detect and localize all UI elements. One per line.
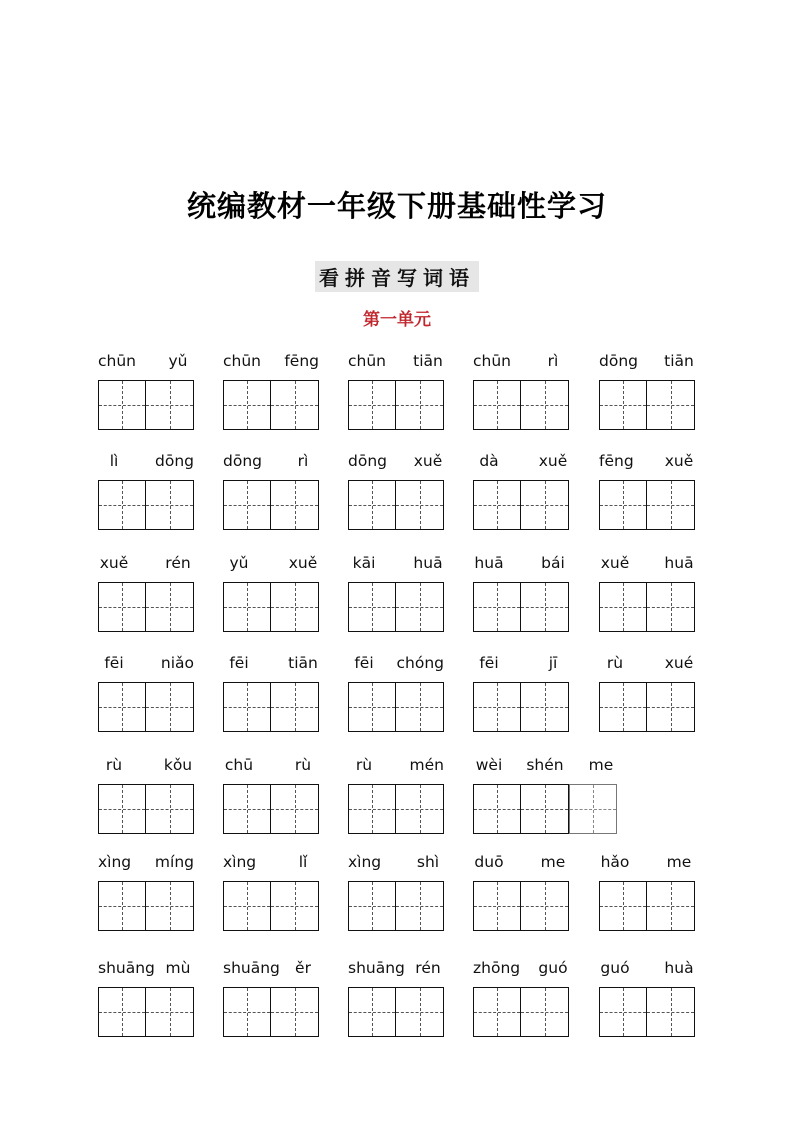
pinyin-syllable: tiān xyxy=(664,352,694,370)
pinyin-syllable: yǔ xyxy=(229,554,249,572)
box-horizontal-guide xyxy=(396,505,443,506)
box-horizontal-guide xyxy=(600,505,646,506)
writing-boxes xyxy=(348,480,444,530)
pinyin-syllable: hǎo xyxy=(600,853,630,871)
writing-boxes xyxy=(473,987,569,1037)
writing-box[interactable] xyxy=(98,380,146,430)
pinyin-syllable: fēi xyxy=(104,654,124,672)
pinyin-syllable: rù xyxy=(355,756,373,774)
writing-boxes xyxy=(223,784,319,834)
box-horizontal-guide xyxy=(600,707,646,708)
pinyin-syllable: xuě xyxy=(413,452,443,470)
writing-box[interactable] xyxy=(348,682,396,732)
box-horizontal-guide xyxy=(224,405,270,406)
box-horizontal-guide xyxy=(647,707,694,708)
pinyin-syllable: dōng xyxy=(155,452,194,470)
writing-boxes xyxy=(223,682,319,732)
pinyin-syllable: huā xyxy=(664,554,694,572)
writing-box[interactable] xyxy=(396,582,444,632)
writing-box[interactable] xyxy=(521,380,569,430)
box-horizontal-guide xyxy=(224,505,270,506)
writing-box[interactable] xyxy=(521,582,569,632)
pinyin-syllable: zhōng xyxy=(473,959,521,977)
writing-boxes xyxy=(348,784,444,834)
pinyin-syllable: duō xyxy=(474,853,504,871)
pinyin-syllable: shén xyxy=(526,756,564,774)
writing-boxes xyxy=(98,582,194,632)
pinyin-syllable: xìng xyxy=(348,853,382,871)
pinyin-syllable: dà xyxy=(479,452,499,470)
pinyin-syllable: chóng xyxy=(396,654,444,672)
pinyin-syllable: xuě xyxy=(664,452,694,470)
writing-boxes xyxy=(599,881,695,931)
pinyin-syllable: shì xyxy=(416,853,440,871)
box-horizontal-guide xyxy=(396,707,443,708)
box-horizontal-guide xyxy=(146,1012,193,1013)
writing-box[interactable] xyxy=(396,682,444,732)
pinyin-syllable: xuě xyxy=(288,554,318,572)
writing-box[interactable] xyxy=(98,784,146,834)
writing-box[interactable] xyxy=(223,380,271,430)
writing-boxes xyxy=(98,682,194,732)
pinyin-syllable: shuāng xyxy=(348,959,405,977)
pinyin-syllable: rén xyxy=(165,554,191,572)
box-horizontal-guide xyxy=(224,607,270,608)
writing-box[interactable] xyxy=(521,480,569,530)
pinyin-syllable: guó xyxy=(538,959,568,977)
box-horizontal-guide xyxy=(271,1012,318,1013)
pinyin-syllable: huà xyxy=(664,959,694,977)
box-horizontal-guide xyxy=(474,906,520,907)
box-horizontal-guide xyxy=(474,505,520,506)
writing-box[interactable] xyxy=(223,480,271,530)
writing-box[interactable] xyxy=(223,682,271,732)
writing-boxes xyxy=(223,881,319,931)
pinyin-syllable: xuě xyxy=(538,452,568,470)
pinyin-syllable: tiān xyxy=(413,352,443,370)
pinyin-syllable: bái xyxy=(541,554,565,572)
writing-box[interactable] xyxy=(348,582,396,632)
writing-boxes xyxy=(98,987,194,1037)
writing-box[interactable] xyxy=(146,987,194,1037)
writing-boxes xyxy=(223,582,319,632)
box-horizontal-guide xyxy=(647,405,694,406)
writing-box[interactable] xyxy=(348,380,396,430)
writing-box[interactable] xyxy=(98,480,146,530)
writing-box[interactable] xyxy=(348,987,396,1037)
box-horizontal-guide xyxy=(521,505,568,506)
pinyin-syllable: xuě xyxy=(99,554,129,572)
pinyin-syllable: lǐ xyxy=(298,853,308,871)
writing-box[interactable] xyxy=(473,480,521,530)
box-horizontal-guide xyxy=(521,906,568,907)
writing-boxes xyxy=(348,987,444,1037)
pinyin-syllable: me xyxy=(540,853,566,871)
writing-box[interactable] xyxy=(599,582,647,632)
writing-boxes xyxy=(473,881,569,931)
box-horizontal-guide xyxy=(474,405,520,406)
writing-boxes xyxy=(348,881,444,931)
writing-box[interactable] xyxy=(521,784,569,834)
pinyin-syllable: míng xyxy=(154,853,194,871)
box-horizontal-guide xyxy=(600,906,646,907)
pinyin-syllable: xìng xyxy=(223,853,257,871)
writing-box[interactable] xyxy=(146,380,194,430)
box-horizontal-guide xyxy=(224,1012,270,1013)
writing-box[interactable] xyxy=(647,682,695,732)
writing-boxes xyxy=(473,784,617,834)
unit-heading: 第一单元 xyxy=(363,310,431,330)
writing-box[interactable] xyxy=(647,987,695,1037)
box-horizontal-guide xyxy=(99,906,145,907)
pinyin-syllable: mù xyxy=(165,959,191,977)
box-horizontal-guide xyxy=(146,607,193,608)
writing-box[interactable] xyxy=(599,682,647,732)
writing-box[interactable] xyxy=(473,582,521,632)
box-horizontal-guide xyxy=(349,1012,395,1013)
pinyin-syllable: chūn xyxy=(98,352,136,370)
pinyin-syllable: chūn xyxy=(473,352,511,370)
writing-box[interactable] xyxy=(599,987,647,1037)
writing-box[interactable] xyxy=(348,784,396,834)
writing-boxes xyxy=(98,480,194,530)
writing-box[interactable] xyxy=(271,987,319,1037)
box-horizontal-guide xyxy=(271,707,318,708)
pinyin-syllable: rù xyxy=(105,756,123,774)
writing-boxes xyxy=(599,582,695,632)
pinyin-syllable: xìng xyxy=(98,853,132,871)
writing-box[interactable] xyxy=(98,987,146,1037)
writing-boxes xyxy=(473,480,569,530)
box-horizontal-guide xyxy=(224,707,270,708)
writing-box[interactable] xyxy=(223,987,271,1037)
box-horizontal-guide xyxy=(396,607,443,608)
writing-box[interactable] xyxy=(521,987,569,1037)
writing-boxes xyxy=(348,682,444,732)
pinyin-syllable: jī xyxy=(548,654,558,672)
writing-box[interactable] xyxy=(271,380,319,430)
writing-boxes xyxy=(223,380,319,430)
writing-boxes xyxy=(473,582,569,632)
box-horizontal-guide xyxy=(349,707,395,708)
pinyin-syllable: dōng xyxy=(599,352,638,370)
box-horizontal-guide xyxy=(647,1012,694,1013)
box-horizontal-guide xyxy=(271,906,318,907)
writing-box[interactable] xyxy=(98,582,146,632)
section-subtitle: 看拼音写词语 xyxy=(315,261,479,292)
writing-boxes xyxy=(348,380,444,430)
pinyin-syllable: fēi xyxy=(479,654,499,672)
pinyin-syllable: ěr xyxy=(295,959,311,977)
writing-box[interactable] xyxy=(396,380,444,430)
box-horizontal-guide xyxy=(349,607,395,608)
pinyin-syllable: tiān xyxy=(288,654,318,672)
box-horizontal-guide xyxy=(521,1012,568,1013)
box-horizontal-guide xyxy=(474,809,520,810)
writing-box[interactable] xyxy=(271,582,319,632)
writing-box[interactable] xyxy=(98,682,146,732)
box-horizontal-guide xyxy=(271,809,318,810)
writing-boxes xyxy=(98,380,194,430)
box-horizontal-guide xyxy=(99,809,145,810)
writing-box[interactable] xyxy=(647,582,695,632)
writing-box[interactable] xyxy=(146,480,194,530)
pinyin-syllable: dōng xyxy=(348,452,387,470)
pinyin-syllable: fēi xyxy=(354,654,374,672)
writing-box[interactable] xyxy=(647,881,695,931)
writing-box[interactable] xyxy=(647,380,695,430)
pinyin-syllable: lì xyxy=(109,452,119,470)
writing-boxes xyxy=(599,682,695,732)
writing-box[interactable] xyxy=(569,784,617,834)
writing-box[interactable] xyxy=(146,682,194,732)
box-horizontal-guide xyxy=(396,405,443,406)
box-horizontal-guide xyxy=(99,505,145,506)
pinyin-syllable: kāi xyxy=(352,554,376,572)
box-horizontal-guide xyxy=(396,809,443,810)
box-horizontal-guide xyxy=(99,707,145,708)
box-horizontal-guide xyxy=(570,809,616,810)
box-horizontal-guide xyxy=(99,607,145,608)
box-horizontal-guide xyxy=(349,405,395,406)
writing-box[interactable] xyxy=(146,881,194,931)
box-horizontal-guide xyxy=(99,1012,145,1013)
writing-box[interactable] xyxy=(271,480,319,530)
pinyin-syllable: me xyxy=(588,756,614,774)
box-horizontal-guide xyxy=(600,607,646,608)
pinyin-syllable: rù xyxy=(294,756,312,774)
pinyin-syllable: rù xyxy=(606,654,624,672)
subtitle-wrap xyxy=(0,261,794,292)
writing-boxes xyxy=(223,480,319,530)
pinyin-syllable: chūn xyxy=(348,352,386,370)
writing-box[interactable] xyxy=(473,682,521,732)
box-horizontal-guide xyxy=(349,809,395,810)
box-horizontal-guide xyxy=(349,906,395,907)
writing-box[interactable] xyxy=(599,380,647,430)
writing-box[interactable] xyxy=(146,582,194,632)
pinyin-syllable: wèi xyxy=(475,756,503,774)
writing-box[interactable] xyxy=(271,881,319,931)
writing-box[interactable] xyxy=(473,987,521,1037)
writing-boxes xyxy=(473,380,569,430)
box-horizontal-guide xyxy=(224,809,270,810)
box-horizontal-guide xyxy=(271,607,318,608)
writing-box[interactable] xyxy=(599,480,647,530)
box-horizontal-guide xyxy=(271,405,318,406)
pinyin-syllable: huā xyxy=(413,554,443,572)
box-horizontal-guide xyxy=(600,1012,646,1013)
writing-boxes xyxy=(473,682,569,732)
pinyin-syllable: xué xyxy=(664,654,694,672)
writing-box[interactable] xyxy=(473,380,521,430)
writing-box[interactable] xyxy=(348,480,396,530)
page-title: 统编教材一年级下册基础性学习 xyxy=(186,189,607,223)
writing-box[interactable] xyxy=(396,480,444,530)
writing-box[interactable] xyxy=(271,682,319,732)
box-horizontal-guide xyxy=(521,405,568,406)
box-horizontal-guide xyxy=(349,505,395,506)
box-horizontal-guide xyxy=(396,906,443,907)
pinyin-syllable: kǒu xyxy=(163,756,193,774)
box-horizontal-guide xyxy=(146,405,193,406)
writing-box[interactable] xyxy=(473,881,521,931)
pinyin-syllable: rén xyxy=(415,959,441,977)
writing-box[interactable] xyxy=(223,582,271,632)
box-horizontal-guide xyxy=(521,707,568,708)
writing-box[interactable] xyxy=(223,784,271,834)
writing-box[interactable] xyxy=(599,881,647,931)
pinyin-syllable: rì xyxy=(297,452,309,470)
pinyin-syllable: dōng xyxy=(223,452,262,470)
pinyin-syllable: rì xyxy=(547,352,559,370)
writing-boxes xyxy=(348,582,444,632)
box-horizontal-guide xyxy=(146,707,193,708)
pinyin-syllable: shuāng xyxy=(223,959,280,977)
writing-box[interactable] xyxy=(98,881,146,931)
box-horizontal-guide xyxy=(146,906,193,907)
writing-box[interactable] xyxy=(521,881,569,931)
writing-boxes xyxy=(98,881,194,931)
box-horizontal-guide xyxy=(474,707,520,708)
writing-boxes xyxy=(599,480,695,530)
writing-box[interactable] xyxy=(473,784,521,834)
writing-box[interactable] xyxy=(521,682,569,732)
box-horizontal-guide xyxy=(99,405,145,406)
box-horizontal-guide xyxy=(271,505,318,506)
writing-box[interactable] xyxy=(223,881,271,931)
pinyin-syllable: chūn xyxy=(223,352,261,370)
writing-boxes xyxy=(599,987,695,1037)
page-bottom-margin xyxy=(0,1040,794,1122)
pinyin-syllable: shuāng xyxy=(98,959,155,977)
pinyin-syllable: huā xyxy=(474,554,504,572)
box-horizontal-guide xyxy=(521,809,568,810)
writing-box[interactable] xyxy=(271,784,319,834)
writing-box[interactable] xyxy=(647,480,695,530)
box-horizontal-guide xyxy=(474,1012,520,1013)
pinyin-syllable: me xyxy=(666,853,692,871)
box-horizontal-guide xyxy=(224,906,270,907)
pinyin-syllable: xuě xyxy=(600,554,630,572)
box-horizontal-guide xyxy=(600,405,646,406)
writing-box[interactable] xyxy=(396,881,444,931)
box-horizontal-guide xyxy=(146,809,193,810)
pinyin-syllable: guó xyxy=(600,959,630,977)
pinyin-syllable: chū xyxy=(224,756,254,774)
writing-box[interactable] xyxy=(348,881,396,931)
pinyin-syllable: mén xyxy=(409,756,444,774)
box-horizontal-guide xyxy=(146,505,193,506)
writing-boxes xyxy=(98,784,194,834)
writing-box[interactable] xyxy=(146,784,194,834)
pinyin-syllable: fēi xyxy=(229,654,249,672)
pinyin-syllable: fēng xyxy=(599,452,634,470)
box-horizontal-guide xyxy=(396,1012,443,1013)
pinyin-syllable: yǔ xyxy=(168,352,188,370)
pinyin-syllable: fēng xyxy=(284,352,319,370)
box-horizontal-guide xyxy=(647,906,694,907)
box-horizontal-guide xyxy=(647,607,694,608)
pinyin-syllable: niǎo xyxy=(160,654,194,672)
writing-boxes xyxy=(223,987,319,1037)
writing-box[interactable] xyxy=(396,784,444,834)
box-horizontal-guide xyxy=(521,607,568,608)
writing-box[interactable] xyxy=(396,987,444,1037)
box-horizontal-guide xyxy=(647,505,694,506)
box-horizontal-guide xyxy=(474,607,520,608)
writing-boxes xyxy=(599,380,695,430)
